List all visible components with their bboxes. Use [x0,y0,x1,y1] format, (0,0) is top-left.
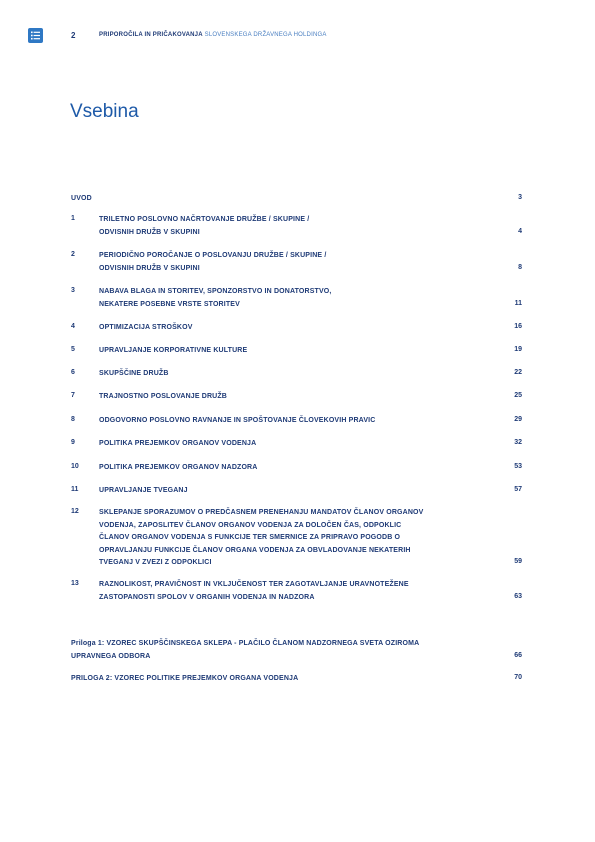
running-header-bold: PRIPOROČILA IN PRIČAKOVANJA [99,32,203,38]
toc-entry-page: 25 [514,392,522,399]
toc-entry-label-line: POLITIKA PREJEMKOV ORGANOV NADZORA [99,464,258,471]
toc-entry-label [99,485,489,498]
toc-entry-number: 1 [71,215,75,222]
toc-entry-label [99,462,489,475]
toc-entry-label-line: POLITIKA PREJEMKOV ORGANOV VODENJA [99,440,257,447]
toc-entry-page: 59 [514,558,522,565]
toc-entry-page: 57 [514,486,522,493]
toc-entry-label [99,345,489,358]
toc-entry-number: 4 [71,323,75,330]
toc-entry-label-line: ČLANOV ORGANOV VODENJA S FUNKCIJE TER SMERNICE ZA PRIPRAVO POGODB O [99,534,401,541]
toc-entry-label [99,415,489,428]
toc-appendix-label [71,638,491,663]
toc-entry-number: 10 [71,463,79,470]
toc-entry-label-line: UPRAVLJANJE TVEGANJ [99,487,188,494]
toc-appendix-page: 66 [514,651,522,659]
toc-entry-label-line: NABAVA BLAGA IN STORITEV, SPONZORSTVO IN DONATORSTVO, [99,288,332,295]
toc-appendix-label-line: Priloga 1: VZOREC SKUPŠČINSKEGA SKLEPA - PLAČILO ČLANOM NADZORNEGA SVETA OZIROMA [71,640,420,647]
toc-entry-label-line: OPTIMIZACIJA STROŠKOV [99,324,193,331]
toc-appendix-label [71,673,491,686]
toc-entry-number: 7 [71,392,75,399]
toc-appendix-page: 70 [514,674,522,681]
toc-entry-page: 53 [514,463,522,470]
toc-appendix-label-line: UPRAVNEGA ODBORA [71,652,151,660]
toc-entry-label-line: ODVISNIH DRUŽB V SKUPINI [99,264,200,272]
toc-entry-label [99,507,489,570]
toc-entry-label-line: OPRAVLJANJU FUNKCIJE ČLANOV ORGANA VODENJA ZA OBVLADOVANJE NEKATERIH [99,546,411,554]
toc-entry-label-line: SKLEPANJE SPORAZUMOV O PREDČASNEM PRENEHANJU MANDATOV ČLANOV ORGANOV [99,509,424,516]
toc-entry-label [99,391,489,404]
toc-entry-number: 2 [71,251,75,258]
toc-appendix-label-line: PRILOGA 2: VZOREC POLITIKE PREJEMKOV ORGANA VODENJA [71,675,299,682]
toc-entry-label-line: UPRAVLJANJE KORPORATIVNE KULTURE [99,347,248,354]
toc-entry-label [99,579,489,604]
toc-entry-label [99,286,489,311]
toc-entry-number: 6 [71,369,75,376]
toc-entry-label-line: RAZNOLIKOST, PRAVIČNOST IN VKLJUČENOST TER ZAGOTAVLJANJE URAVNOTEŽENE [99,581,409,588]
toc-entry-page: 22 [514,369,522,376]
toc-entry-label: UVOD [71,195,92,202]
toc-entry-label-line: ODGOVORNO POSLOVNO RAVNANJE IN SPOŠTOVANJE ČLOVEKOVIH PRAVIC [99,417,376,424]
toc-entry-label-line: PERIODIČNO POROČANJE O POSLOVANJU DRUŽBE / SKUPINE / [99,252,327,259]
list-menu-icon [28,28,43,43]
toc-entry-label-line: TVEGANJ V ZVEZI Z ODPOKLICI [99,559,212,566]
toc-entry-label-line: ZASTOPANOSTI SPOLOV V ORGANIH VODENJA IN NADZORA [99,593,315,601]
toc-entry-page: 19 [514,346,522,353]
toc-entry-label [99,250,489,275]
toc-entry-label [99,322,489,335]
toc-entry-label-line: TRILETNO POSLOVNO NAČRTOVANJE DRUŽBE / SKUPINE / [99,216,310,223]
toc-entry-label [99,214,489,239]
toc-entry-label-line: TRAJNOSTNO POSLOVANJE DRUŽB [99,393,227,400]
toc-entry-page: 11 [514,299,522,307]
page-title: Vsebina [70,101,139,122]
toc-entry-number: 13 [71,580,79,587]
toc-entry-number: 11 [71,486,79,493]
toc-entry-page: 8 [518,263,522,271]
toc-entry-page: 4 [518,227,522,235]
toc-entry-label [99,438,489,451]
running-header-light: SLOVENSKEGA DRŽAVNEGA HOLDINGA [204,32,327,38]
toc-entry-number: 9 [71,439,75,446]
toc-entry-label-line: ODVISNIH DRUŽB V SKUPINI [99,228,200,236]
toc-entry-page: 29 [514,416,522,423]
toc-entry-page: 16 [514,323,522,330]
toc-entry-label-line: NEKATERE POSEBNE VRSTE STORITEV [99,300,240,308]
toc-entry-page: 3 [518,194,522,201]
running-header [99,32,327,38]
page-number: 2 [71,31,76,40]
menu-button[interactable] [28,28,43,43]
toc-entry-label-line: VODENJA, ZAPOSLITEV ČLANOV ORGANOV VODENJA ZA DOLOČEN ČAS, ODPOKLIC [99,521,402,529]
toc-entry-label [99,368,489,381]
toc-entry-page: 63 [514,592,522,600]
toc-entry-number: 8 [71,416,75,423]
toc-entry-label-line: SKUPŠČINE DRUŽB [99,370,169,377]
toc-entry-number: 3 [71,287,75,294]
toc-entry-number: 5 [71,346,75,353]
toc-entry-number: 12 [71,508,79,515]
toc-entry-page: 32 [514,439,522,446]
